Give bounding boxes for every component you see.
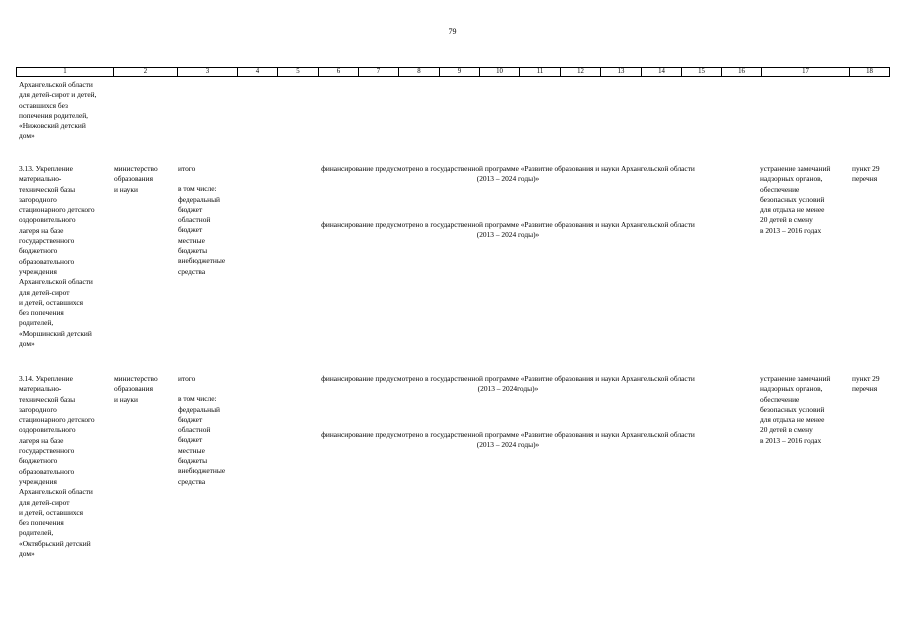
- text-line: безопасных условий: [760, 194, 825, 204]
- text-line: оздоровительного: [19, 215, 76, 225]
- text-line: загородного: [19, 194, 57, 204]
- text-line: надзорных органов,: [760, 174, 823, 184]
- header-cell-3: 3: [178, 68, 238, 77]
- text-line: устранение замечаний: [760, 164, 831, 173]
- text-line: и науки: [114, 184, 138, 194]
- text-line: надзорных органов,: [760, 384, 823, 394]
- text-line: (2013 – 2024 годы)»: [476, 440, 540, 450]
- text-line: пункт 29: [852, 164, 880, 173]
- text-line: учреждения: [19, 476, 57, 486]
- text-line: образования: [114, 174, 153, 184]
- text-line: федеральный: [178, 404, 220, 414]
- row-3-14-description: [19, 374, 114, 559]
- text-line: бюджетного: [19, 456, 58, 466]
- text-line: Архангельской области: [19, 80, 93, 89]
- text-line: бюджет: [178, 204, 203, 214]
- text-line: областной: [178, 425, 211, 435]
- header-cell-5: 5: [278, 68, 319, 77]
- text-line: оздоровительного: [19, 425, 76, 435]
- column-number-header: [16, 67, 890, 77]
- row-3-13-financing-regional-note: [262, 220, 754, 241]
- text-line: в том числе:: [178, 394, 217, 404]
- funding-total-label: итого: [178, 164, 196, 173]
- text-line: государственного: [19, 236, 75, 246]
- text-line: для отдыха не менее: [760, 415, 825, 425]
- text-line: и детей, оставшихся: [19, 507, 84, 517]
- text-line: бюджеты: [178, 246, 208, 256]
- text-line: финансирование предусмотрено в государственной программе «Развитие образования и науки Архангельской области: [321, 430, 695, 439]
- header-cell-12: 12: [561, 68, 601, 77]
- continued-row-description: [19, 80, 114, 142]
- text-line: «Моршинский детский: [19, 328, 92, 338]
- text-line: бюджет: [178, 225, 203, 235]
- row-3-13-description: [19, 164, 114, 349]
- text-line: 3.13. Укрепление: [19, 164, 73, 173]
- text-line: (2013 – 2024 годы)»: [476, 174, 540, 184]
- text-line: для детей-сирот: [19, 497, 70, 507]
- row-3-14-expected-result: [760, 374, 848, 446]
- header-cell-18: 18: [850, 68, 890, 77]
- text-line: безопасных условий: [760, 404, 825, 414]
- header-cell-17: 17: [762, 68, 850, 77]
- text-line: финансирование предусмотрено в государственной программе «Развитие образования и науки Архангельской области: [321, 374, 695, 383]
- text-line: внебюджетные: [178, 256, 226, 266]
- text-line: попечения родителей,: [19, 110, 89, 120]
- text-line: для отдыха не менее: [760, 205, 825, 215]
- text-line: без попечения: [19, 518, 64, 528]
- text-line: технической базы: [19, 394, 76, 404]
- row-3-13-funding-sources: [178, 164, 258, 277]
- text-line: бюджеты: [178, 456, 208, 466]
- funding-total-label: итого: [178, 374, 196, 383]
- text-line: финансирование предусмотрено в государственной программе «Развитие образования и науки Архангельской области: [321, 220, 695, 229]
- header-cell-14: 14: [642, 68, 682, 77]
- text-line: оставшихся без: [19, 100, 68, 110]
- text-line: министерство: [114, 374, 158, 383]
- header-cell-16: 16: [722, 68, 762, 77]
- row-3-13-executor: [114, 164, 176, 195]
- text-line: перечня: [852, 174, 878, 184]
- text-line: в 2013 – 2016 годах: [760, 435, 822, 445]
- text-line: пункт 29: [852, 374, 880, 383]
- header-cell-13: 13: [601, 68, 642, 77]
- text-line: средства: [178, 476, 206, 486]
- text-line: и науки: [114, 394, 138, 404]
- row-3-14-financing-total-note: [262, 374, 754, 395]
- text-line: образования: [114, 384, 153, 394]
- text-line: и детей, оставшихся: [19, 297, 84, 307]
- header-cell-6: 6: [319, 68, 359, 77]
- text-line: внебюджетные: [178, 466, 226, 476]
- text-line: без попечения: [19, 308, 64, 318]
- text-line: Архангельской области: [19, 277, 93, 287]
- text-line: местные: [178, 445, 205, 455]
- row-3-14-funding-sources: [178, 374, 258, 487]
- text-line: родителей,: [19, 318, 54, 328]
- text-line: обеспечение: [760, 394, 800, 404]
- text-line: 20 детей в смену: [760, 425, 813, 435]
- text-line: средства: [178, 266, 206, 276]
- text-line: «Октябрьский детский: [19, 538, 91, 548]
- text-line: государственного: [19, 446, 75, 456]
- text-line: образовательного: [19, 256, 75, 266]
- text-line: «Нижовский детский: [19, 121, 86, 131]
- text-line: стационарного детского: [19, 415, 95, 425]
- text-line: финансирование предусмотрено в государственной программе «Развитие образования и науки Архангельской области: [321, 164, 695, 173]
- header-cell-11: 11: [520, 68, 561, 77]
- row-3-14-financing-regional-note: [262, 430, 754, 451]
- text-line: бюджет: [178, 414, 203, 424]
- text-line: министерство: [114, 164, 158, 173]
- text-line: материально-: [19, 384, 62, 394]
- text-line: местные: [178, 235, 205, 245]
- row-3-13-financing-total-note: [262, 164, 754, 185]
- header-cell-7: 7: [359, 68, 399, 77]
- text-line: родителей,: [19, 528, 54, 538]
- header-cell-4: 4: [238, 68, 278, 77]
- text-line: обеспечение: [760, 184, 800, 194]
- text-line: технической базы: [19, 184, 76, 194]
- header-cell-8: 8: [399, 68, 440, 77]
- text-line: материально-: [19, 174, 62, 184]
- text-line: в том числе:: [178, 184, 217, 194]
- text-line: устранение замечаний: [760, 374, 831, 383]
- text-line: дом»: [19, 549, 35, 559]
- text-line: Архангельской области: [19, 487, 93, 497]
- text-line: бюджет: [178, 435, 203, 445]
- text-line: для детей-сирот и детей,: [19, 90, 97, 100]
- text-line: 20 детей в смену: [760, 215, 813, 225]
- text-line: учреждения: [19, 266, 57, 276]
- text-line: (2013 – 2024годы)»: [477, 384, 539, 394]
- text-line: в 2013 – 2016 годах: [760, 225, 822, 235]
- text-line: (2013 – 2024 годы)»: [476, 230, 540, 240]
- text-line: лагеря на базе: [19, 225, 64, 235]
- header-cell-9: 9: [440, 68, 480, 77]
- text-line: для детей-сирот: [19, 287, 70, 297]
- row-3-14-reference: [852, 374, 894, 395]
- text-line: перечня: [852, 384, 878, 394]
- text-line: загородного: [19, 404, 57, 414]
- row-3-14-executor: [114, 374, 176, 405]
- text-line: стационарного детского: [19, 205, 95, 215]
- row-3-13-reference: [852, 164, 894, 185]
- row-3-13-expected-result: [760, 164, 848, 236]
- header-cell-10: 10: [480, 68, 520, 77]
- text-line: лагеря на базе: [19, 435, 64, 445]
- text-line: дом»: [19, 131, 35, 141]
- header-cell-1: 1: [17, 68, 114, 77]
- text-line: 3.14. Укрепление: [19, 374, 73, 383]
- text-line: федеральный: [178, 194, 220, 204]
- text-line: бюджетного: [19, 246, 58, 256]
- text-line: областной: [178, 215, 211, 225]
- page-number: 79: [448, 27, 457, 36]
- header-cell-15: 15: [682, 68, 722, 77]
- header-cell-2: 2: [114, 68, 178, 77]
- text-line: дом»: [19, 339, 35, 349]
- text-line: образовательного: [19, 466, 75, 476]
